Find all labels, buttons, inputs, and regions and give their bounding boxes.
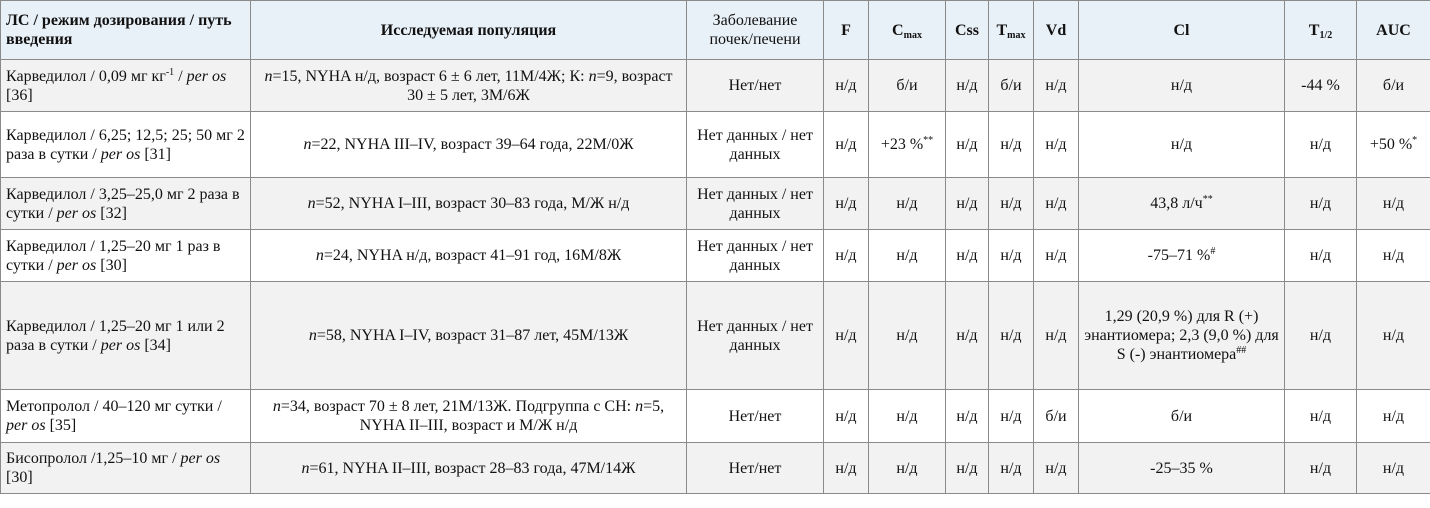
cell-tmax: н/д <box>989 390 1034 443</box>
table-row <box>1 112 1430 178</box>
cell-cmax <box>869 390 946 443</box>
pop-n: n <box>315 247 324 264</box>
cell-tmax: н/д <box>989 112 1034 178</box>
cell-auc <box>1357 60 1430 112</box>
table-row <box>1 230 1430 282</box>
cell-thalf: н/д <box>1285 230 1357 282</box>
cell-f: н/д <box>824 230 869 282</box>
table-body <box>1 60 1430 494</box>
cell-thalf: -44 % <box>1285 60 1357 112</box>
cell-disease: Нет данных / нет данных <box>687 282 824 390</box>
header-f: F <box>824 1 869 60</box>
drug-route: per os <box>56 256 97 274</box>
cell-tmax: н/д <box>989 178 1034 230</box>
header-cmax-main: C <box>892 21 904 39</box>
header-tmax-main: T <box>996 21 1008 39</box>
drug-ref: [34] <box>140 336 171 354</box>
cell-population <box>251 178 687 230</box>
cell-vd: н/д <box>1034 178 1079 230</box>
cell-cl-value: -25–35 % <box>1150 459 1213 477</box>
cell-auc <box>1357 230 1430 282</box>
cell-cl-footnote: # <box>1210 246 1216 257</box>
cell-auc <box>1357 390 1430 443</box>
cell-population <box>251 230 687 282</box>
cell-drug <box>1 178 251 230</box>
header-tmax <box>989 1 1034 60</box>
cell-cl <box>1079 60 1285 112</box>
cell-auc-value: н/д <box>1382 407 1405 425</box>
cell-css: н/д <box>946 282 989 390</box>
cell-cmax <box>869 178 946 230</box>
cell-cmax <box>869 60 946 112</box>
cell-population <box>251 443 687 494</box>
table-row <box>1 390 1430 443</box>
header-row <box>1 1 1430 60</box>
cell-css: н/д <box>946 443 989 494</box>
cell-vd: н/д <box>1034 60 1079 112</box>
cell-cl <box>1079 178 1285 230</box>
pop-n2: n <box>635 398 644 415</box>
drug-ref: [30] <box>6 469 33 486</box>
header-cmax-sub: max <box>903 29 922 41</box>
cell-cl <box>1079 443 1285 494</box>
cell-f: н/д <box>824 443 869 494</box>
cell-population <box>251 390 687 443</box>
cell-auc <box>1357 112 1430 178</box>
cell-drug <box>1 282 251 390</box>
cell-auc-footnote: * <box>1412 135 1418 146</box>
cell-auc-value: н/д <box>1382 327 1405 344</box>
cell-auc-value: н/д <box>1382 195 1405 212</box>
cell-auc <box>1357 178 1430 230</box>
cell-tmax: н/д <box>989 443 1034 494</box>
pop-n: n <box>303 136 312 153</box>
cell-auc-value: н/д <box>1382 459 1405 477</box>
cell-vd: н/д <box>1034 282 1079 390</box>
drug-route: per os <box>100 145 141 163</box>
cell-f: н/д <box>824 282 869 390</box>
cell-tmax: н/д <box>989 230 1034 282</box>
cell-cmax-value: н/д <box>896 195 918 212</box>
cell-auc-value: б/и <box>1382 77 1405 94</box>
pop-text: =58, NYHA I–IV, возраст 31–87 лет, 45М/13Ж <box>316 327 629 344</box>
cell-cl-value: -75–71 % <box>1147 247 1211 264</box>
cell-drug <box>1 112 251 178</box>
cell-vd: н/д <box>1034 443 1079 494</box>
cell-cmax <box>869 443 946 494</box>
cell-cl <box>1079 112 1285 178</box>
pop-n2: n <box>588 67 597 85</box>
cell-drug <box>1 230 251 282</box>
cell-cmax-value: н/д <box>896 407 918 425</box>
cell-css: н/д <box>946 178 989 230</box>
cell-f: н/д <box>824 60 869 112</box>
drug-ref: [35] <box>45 417 77 434</box>
drug-text: Карведилол / 1,25–20 мг 1 раз в сутки / <box>6 237 221 274</box>
table-row <box>1 60 1430 112</box>
cell-cmax-value: б/и <box>896 77 918 94</box>
cell-thalf: н/д <box>1285 282 1357 390</box>
drug-route: per os <box>100 336 141 354</box>
table-row <box>1 282 1430 390</box>
drug-text: Метопролол / 40–120 мг сутки / <box>6 398 222 415</box>
cell-f: н/д <box>824 390 869 443</box>
pop-text: =15, NYHA н/д, возраст 6 ± 6 лет, 11М/4Ж; К: <box>272 67 589 85</box>
cell-css: н/д <box>946 60 989 112</box>
drug-route: per os <box>56 204 97 222</box>
drug-text: Бисопролол /1,25–10 мг / <box>6 450 181 467</box>
drug-ref: [32] <box>96 204 127 222</box>
drug-ref: [30] <box>96 256 127 274</box>
cell-cl-value: 43,8 л/ч <box>1150 195 1203 212</box>
drug-route: per os <box>186 67 227 85</box>
cell-population <box>251 282 687 390</box>
cell-disease: Нет данных / нет данных <box>687 178 824 230</box>
cell-disease: Нет данных / нет данных <box>687 230 824 282</box>
cell-drug <box>1 390 251 443</box>
cell-cmax <box>869 282 946 390</box>
cell-css: н/д <box>946 230 989 282</box>
drug-text: Карведилол / 0,09 мг кг <box>6 67 166 85</box>
cell-thalf: н/д <box>1285 178 1357 230</box>
cell-cmax-value: н/д <box>896 247 918 264</box>
cell-drug <box>1 443 251 494</box>
cell-cl <box>1079 390 1285 443</box>
table-row <box>1 178 1430 230</box>
cell-auc-value: н/д <box>1382 247 1405 264</box>
cell-cmax-value: н/д <box>896 459 918 477</box>
cell-auc-value: +50 % <box>1369 136 1413 153</box>
cell-cmax-value: н/д <box>896 327 918 344</box>
pop-text: =52, NYHA I–III, возраст 30–83 года, М/Ж н/д <box>315 195 630 212</box>
cell-cmax-footnote: ** <box>923 135 934 146</box>
header-cmax <box>869 1 946 60</box>
header-disease: Заболевание почек/печени <box>687 1 824 60</box>
pop-text2: =9, возраст 30 ± 5 лет, 3М/6Ж <box>407 67 673 104</box>
pop-n: n <box>308 327 317 344</box>
cell-vd: н/д <box>1034 112 1079 178</box>
cell-disease: Нет/нет <box>687 60 824 112</box>
drug-route: per os <box>180 450 221 467</box>
cell-cmax <box>869 230 946 282</box>
table-row <box>1 443 1430 494</box>
header-population: Исследуемая популяция <box>251 1 687 60</box>
cell-thalf: н/д <box>1285 390 1357 443</box>
cell-disease: Нет данных / нет данных <box>687 112 824 178</box>
header-thalf <box>1285 1 1357 60</box>
cell-cl-value: б/и <box>1170 407 1193 425</box>
cell-disease: Нет/нет <box>687 390 824 443</box>
pop-text: =61, NYHA II–III, возраст 28–83 года, 47М/14Ж <box>309 459 636 477</box>
cell-auc <box>1357 282 1430 390</box>
cell-cl-value: 1,29 (20,9 %) для R (+) энантиомера; 2,3 (9,0 %) для S (-) энантиомера <box>1084 308 1279 363</box>
drug-route: per os <box>6 417 46 434</box>
table-header <box>1 1 1430 60</box>
cell-population <box>251 60 687 112</box>
cell-f: н/д <box>824 178 869 230</box>
cell-f: н/д <box>824 112 869 178</box>
cell-auc <box>1357 443 1430 494</box>
cell-cl-value: н/д <box>1170 77 1193 94</box>
cell-css: н/д <box>946 112 989 178</box>
cell-thalf: н/д <box>1285 112 1357 178</box>
pop-text: =22, NYHA III–IV, возраст 39–64 года, 22М/0Ж <box>311 136 634 153</box>
pop-n: n <box>301 459 310 477</box>
header-cl: Cl <box>1079 1 1285 60</box>
drug-ref: [36] <box>6 86 33 104</box>
cell-css: н/д <box>946 390 989 443</box>
cell-thalf: н/д <box>1285 443 1357 494</box>
cell-population <box>251 112 687 178</box>
header-thalf-sub: 1/2 <box>1319 29 1333 41</box>
cell-vd: б/и <box>1034 390 1079 443</box>
drug-text: Карведилол / 1,25–20 мг 1 или 2 раза в сутки / <box>6 317 225 354</box>
pop-n: n <box>307 195 316 212</box>
cell-cmax <box>869 112 946 178</box>
drug-sup: -1 <box>165 66 175 78</box>
header-vd: Vd <box>1034 1 1079 60</box>
cell-cl-footnote: ** <box>1202 194 1213 205</box>
cell-tmax: б/и <box>989 60 1034 112</box>
header-css: Css <box>946 1 989 60</box>
cell-cl <box>1079 230 1285 282</box>
cell-disease: Нет/нет <box>687 443 824 494</box>
cell-vd: н/д <box>1034 230 1079 282</box>
drug-ref: [31] <box>140 145 171 163</box>
header-thalf-main: T <box>1308 21 1320 39</box>
header-auc: AUC <box>1357 1 1430 60</box>
pop-text2: =5, NYHA II–III, возраст и М/Ж н/д <box>359 398 665 434</box>
cell-cl <box>1079 282 1285 390</box>
pop-n: n <box>264 67 273 85</box>
drug-text: Карведилол / 3,25–25,0 мг 2 раза в сутки / <box>6 185 240 222</box>
header-tmax-sub: max <box>1007 29 1026 41</box>
pop-text: =34, возраст 70 ± 8 лет, 21М/13Ж. Подгруппа с СН: <box>280 398 636 415</box>
cell-cl-footnote: ## <box>1236 345 1247 356</box>
drug-sep: / <box>174 67 187 85</box>
cell-cl-value: н/д <box>1170 136 1193 153</box>
cell-tmax: н/д <box>989 282 1034 390</box>
header-drug: ЛС / режим дозирования / путь введения <box>1 1 251 60</box>
cell-drug <box>1 60 251 112</box>
cell-cmax-value: +23 % <box>880 136 924 153</box>
pop-text: =24, NYHA н/д, возраст 41–91 год, 16М/8Ж <box>323 247 622 264</box>
pop-n: n <box>272 398 281 415</box>
drug-text: Карведилол / 6,25; 12,5; 25; 50 мг 2 раза в сутки / <box>6 126 245 163</box>
